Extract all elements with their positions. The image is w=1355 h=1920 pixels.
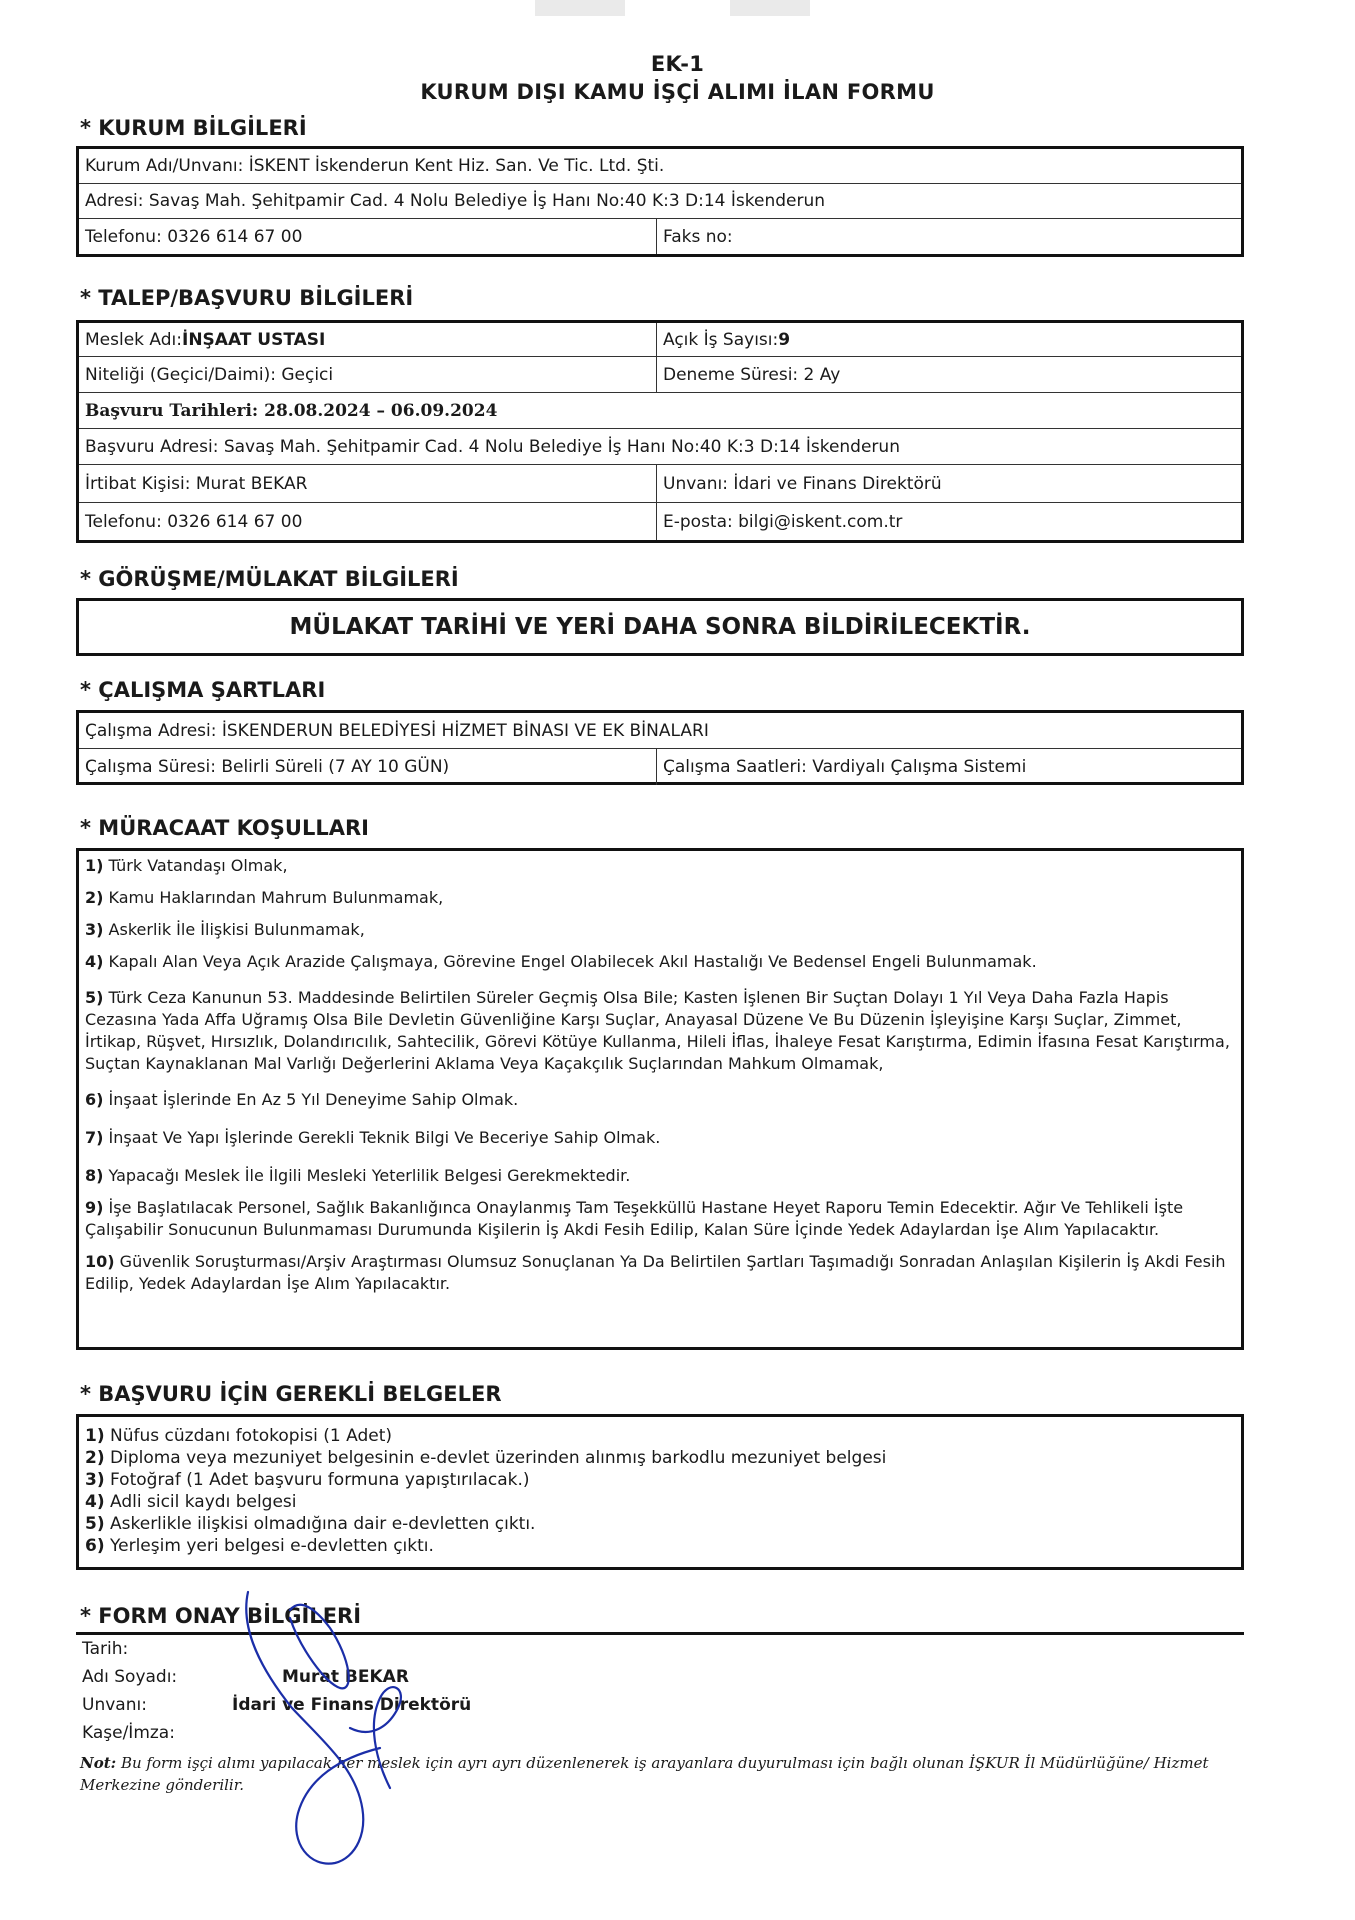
meslek-field [79,323,657,356]
document-item: 6) Yerleşim yeri belgesi e-devletten çıktı. [85,1536,434,1556]
section-kurum-heading: * KURUM BİLGİLERİ [80,116,307,140]
basvuru-adresi: Başvuru Adresi: Savaş Mah. Şehitpamir Cad. 4 Nolu Belediye İş Hanı No:40 K:3 D:14 İskenderun [85,436,900,457]
ad-soyad-label: Adı Soyadı: [82,1667,178,1687]
acik-is-label: Açık İş Sayısı: [663,329,779,350]
muracaat-list [76,848,1244,1350]
calisma-saatleri: Çalışma Saatleri: Vardiyalı Çalışma Sistemi [663,757,1027,777]
calisma-table [76,710,1244,785]
section-calisma-heading: * ÇALIŞMA ŞARTLARI [80,678,326,702]
unvan-value: İdari ve Finans Direktörü [232,1695,472,1715]
acik-is-field [657,323,796,356]
irtibat-kisisi: İrtibat Kişisi: Murat BEKAR [79,465,657,502]
kurum-fax: Faks no: [663,226,733,247]
nitelik: Niteliği (Geçici/Daimi): Geçici [79,357,657,392]
basvuru-tarihleri: Başvuru Tarihleri: 28.08.2024 – 06.09.2024 [85,400,498,421]
condition-item: 3) Askerlik İle İlişkisi Bulunmamak, [85,920,365,939]
condition-item: 2) Kamu Haklarından Mahrum Bulunmamak, [85,888,444,907]
condition-item: 7) İnşaat Ve Yapı İşlerinde Gerekli Teknik Bilgi Ve Beceriye Sahip Olmak. [85,1128,661,1147]
section-belgeler-heading: * BAŞVURU İÇİN GEREKLİ BELGELER [80,1382,502,1406]
gorusme-box [76,598,1244,656]
document-item: 4) Adli sicil kaydı belgesi [85,1492,297,1512]
section-gorusme-heading: * GÖRÜŞME/MÜLAKAT BİLGİLERİ [80,567,459,591]
tarih-label: Tarih: [82,1639,129,1659]
condition-item: 6) İnşaat İşlerinde En Az 5 Yıl Deneyime Sahip Olmak. [85,1090,519,1109]
deneme-suresi: Deneme Süresi: 2 Ay [663,364,841,385]
irtibat-unvan: Unvanı: İdari ve Finans Direktörü [663,473,942,494]
condition-item: 4) Kapalı Alan Veya Açık Arazide Çalışmaya, Görevine Engel Olabilecek Akıl Hastalığı Ve Bedensel Engeli Bulunmamak. [85,952,1037,971]
section-talep-heading: * TALEP/BAŞVURU BİLGİLERİ [80,286,414,310]
kurum-address: Adresi: Savaş Mah. Şehitpamir Cad. 4 Nolu Belediye İş Hanı No:40 K:3 D:14 İskenderun [85,191,826,211]
meslek-label: Meslek Adı: [85,329,182,350]
note-text: Bu form işçi alımı yapılacak her meslek için ayrı ayrı düzenlenerek iş arayanlara duyurulması için bağlı olunan İŞKUR İl Müdürlüğüne/ Hizmet Merkezine gönderilir. [80,1754,1209,1794]
scan-mark-left [535,0,625,16]
talep-phone: Telefonu: 0326 614 67 00 [79,503,657,540]
condition-item: 1) Türk Vatandaşı Olmak, [85,856,288,875]
talep-table [76,320,1244,543]
note-label: Not: [80,1754,117,1772]
acik-is-value: 9 [778,329,791,350]
condition-item: 10) Güvenlik Soruşturması/Arşiv Araştırması Olumsuz Sonuçlanan Ya Da Belirtilen Şartları Taşımadığı Sonradan Anlaşılan Kişilerin İş Akdi Fesih Edilip, Yedek Adaylardan İşe Alım Yapılacaktır. [85,1252,1226,1293]
section-muracaat-heading: * MÜRACAAT KOŞULLARI [80,816,369,840]
talep-email: E-posta: bilgi@iskent.com.tr [663,511,903,532]
section-onay-heading: * FORM ONAY BİLGİLERİ [80,1604,362,1628]
form-title: KURUM DIŞI KAMU İŞÇİ ALIMI İLAN FORMU [420,80,935,104]
condition-item: 8) Yapacağı Meslek İle İlgili Mesleki Yeterlilik Belgesi Gerekmektedir. [85,1166,631,1185]
unvan-label: Unvanı: [82,1695,147,1715]
condition-item: 9) İşe Başlatılacak Personel, Sağlık Bakanlığınca Onaylanmış Tam Teşekküllü Hastane Heyet Raporu Temin Edecektir. Ağır Ve Tehlikeli İşte Çalışabilir Sonucunun Bulunmaması Durumunda Kişilerin İş Akdi Fesih Edilip, Kalan Süre İçinde Yedek Adaylardan İşe Alım Yapılacaktır. [85,1198,1184,1239]
annex-label: EK-1 [650,52,705,76]
form-note [80,1752,1240,1796]
mulakat-notice: MÜLAKAT TARİHİ VE YERİ DAHA SONRA BİLDİRİLECEKTİR. [289,614,1031,640]
document-item: 5) Askerlikle ilişkisi olmadığına dair e-devletten çıktı. [85,1514,536,1534]
kurum-name: Kurum Adı/Unvanı: İSKENT İskenderun Kent Hiz. San. Ve Tic. Ltd. Şti. [85,156,665,176]
document-item: 3) Fotoğraf (1 Adet başvuru formuna yapıştırılacak.) [85,1470,530,1490]
kurum-phone: Telefonu: 0326 614 67 00 [79,219,657,254]
belgeler-list [76,1414,1244,1570]
meslek-value: İNŞAAT USTASI [182,329,326,350]
scan-mark-right [730,0,810,16]
calisma-adresi: Çalışma Adresi: İSKENDERUN BELEDİYESİ HİZMET BİNASI VE EK BİNALARI [85,720,709,741]
calisma-suresi: Çalışma Süresi: Belirli Süreli (7 AY 10 GÜN) [79,749,657,785]
document-item: 1) Nüfus cüzdanı fotokopisi (1 Adet) [85,1426,392,1446]
document-item: 2) Diploma veya mezuniyet belgesinin e-devlet üzerinden alınmış barkodlu mezuniyet belgesi [85,1448,887,1468]
condition-item: 5) Türk Ceza Kanunun 53. Maddesinde Belirtilen Süreler Geçmiş Olsa Bile; Kasten İşlenen Bir Suçtan Dolayı 1 Yıl Veya Daha Fazla Hapis Cezasına Yada Affa Uğramış Olsa Bile Devletin Güvenliğine Karşı Suçlar, Anayasal Düzene Ve Bu Düzenin İşleyişine Karşı Suçlar, Zimmet, İrtikap, Rüşvet, Hırsızlık, Dolandırıcılık, Sahtecilik, Görevi Kötüye Kullanma, Hileli İflas, İhaleye Fesat Karıştırma, Edimin İfasına Fesat Karıştırma, Suçtan Kaynaklanan Mal Varlığı Değerlerini Aklama Veya Kaçakçılık Suçlarından Mahkum Olmamak, [85,988,1230,1073]
kurum-table [76,146,1244,257]
ad-soyad-value: Murat BEKAR [282,1667,409,1687]
kase-imza-label: Kaşe/İmza: [82,1723,175,1743]
